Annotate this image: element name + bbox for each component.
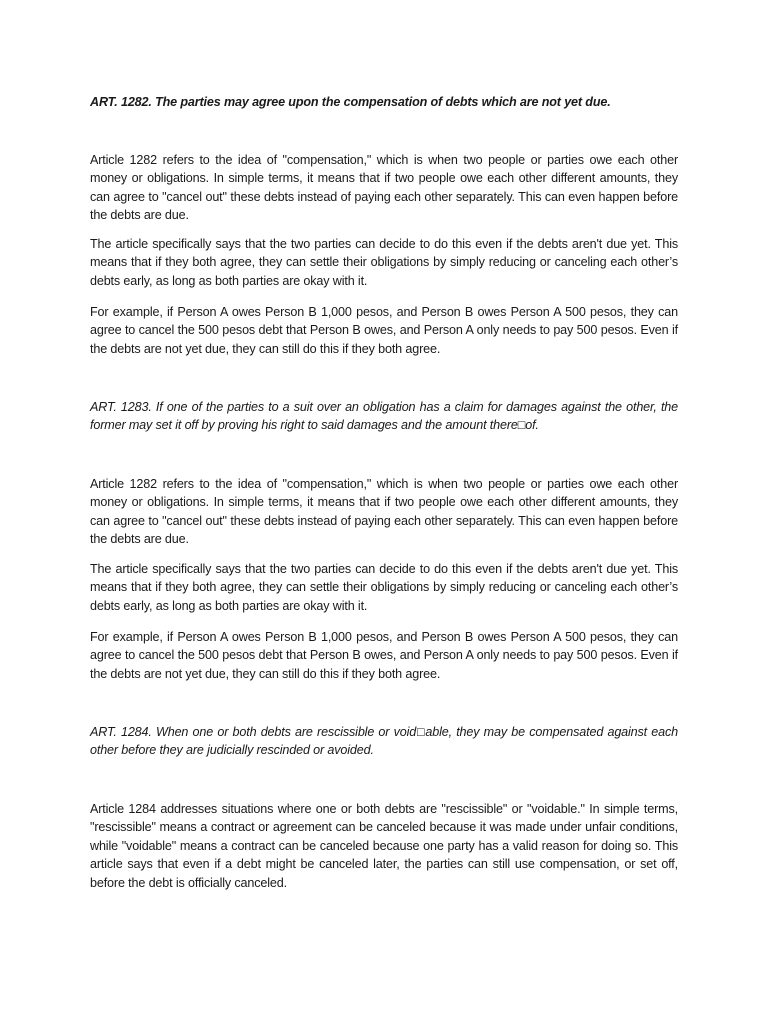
article-1283-heading: ART. 1283. If one of the parties to a suit over an obligation has a claim for damages against the other, the former may set it off by proving his right to said damages and the amount there□of. bbox=[90, 400, 678, 433]
article-1283-paragraph-3: For example, if Person A owes Person B 1,000 pesos, and Person B owes Person A 500 pesos, they can agree to cancel the 500 pesos debt that Person B owes, and Person A only needs to pay 500 pesos. Even if the debts are not yet due, they can still do this if they both agree. bbox=[90, 630, 678, 681]
article-1282-heading: ART. 1282. The parties may agree upon the compensation of debts which are not yet due. bbox=[90, 95, 611, 109]
article-1284-heading: ART. 1284. When one or both debts are rescissible or void□able, they may be compensated against each other before they are judicially rescinded or avoided. bbox=[90, 725, 678, 758]
article-1283-paragraph-1: Article 1282 refers to the idea of "compensation," which is when two people or parties owe each other money or obligations. In simple terms, it means that if two people owe each other different amounts, they can agree to "cancel out" these debts instead of paying each other separately. This can even happen before the debts are due. bbox=[90, 477, 678, 547]
article-1282-paragraph-2: The article specifically says that the two parties can decide to do this even if the debts aren't due yet. This means that if they both agree, they can settle their obligations by simply reducing or canceling each other’s debts early, as long as both parties are okay with it. bbox=[90, 237, 678, 288]
article-1284-paragraph-1: Article 1284 addresses situations where one or both debts are "rescissible" or "voidable." In simple terms, "rescissible" means a contract or agreement can be canceled because it was made under unfair conditions, while "voidable" means a contract can be canceled because one party has a valid reason for doing so. This article says that even if a debt might be canceled later, the parties can still use compensation, or set off, before the debt is officially canceled. bbox=[90, 802, 678, 890]
article-1283-paragraph-2: The article specifically says that the two parties can decide to do this even if the debts aren't due yet. This means that if they both agree, they can settle their obligations by simply reducing or canceling each other’s debts early, as long as both parties are okay with it. bbox=[90, 562, 678, 613]
article-1282-paragraph-3: For example, if Person A owes Person B 1,000 pesos, and Person B owes Person A 500 pesos, they can agree to cancel the 500 pesos debt that Person B owes, and Person A only needs to pay 500 pesos. Even if the debts are not yet due, they can still do this if they both agree. bbox=[90, 305, 678, 356]
article-1282-paragraph-1: Article 1282 refers to the idea of "compensation," which is when two people or parties owe each other money or obligations. In simple terms, it means that if two people owe each other different amounts, they can agree to "cancel out" these debts instead of paying each other separately. This can even happen before the debts are due. bbox=[90, 153, 678, 223]
